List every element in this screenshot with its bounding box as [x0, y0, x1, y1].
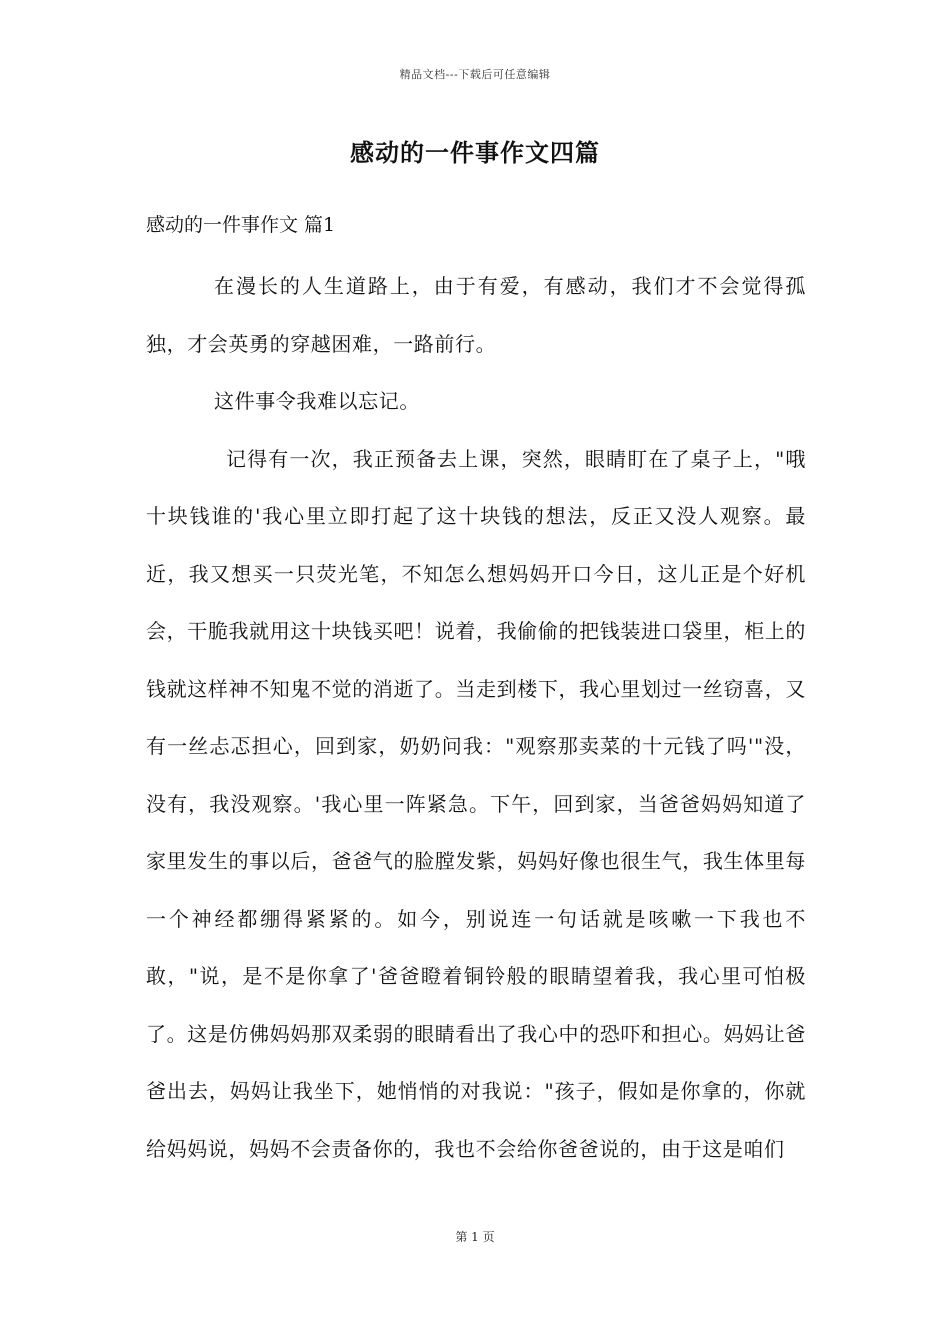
document-title: 感动的一件事作文四篇: [350, 138, 600, 167]
page-header: 精品文档---下载后可任意编辑: [399, 68, 551, 81]
paragraph-intro: 在漫长的人生道路上，由于有爱，有感动，我们才不会觉得孤独，才会英勇的穿越困难，一路前行。: [146, 274, 806, 356]
paragraph-memorable: 这件事令我难以忘记。: [214, 389, 420, 413]
paragraph-story: 记得有一次，我正预备去上课，突然，眼睛盯在了桌子上，"哦十块钱谁的'我心里立即打起了这十块钱的想法，反正又没人观察。最近，我又想买一只荧光笔，不知怎么想妈妈开口今日，这儿正是个好机会，干脆我就用这十块钱买吧！说着，我偷偷的把钱装进口袋里，柜上的钱就这样神不知鬼不觉的消逝了。当走到楼下，我心里划过一丝窃喜，又有一丝忐忑担心，回到家，奶奶问我："观察那卖菜的十元钱了吗'"没，没有，我没观察。'我心里一阵紧急。下午，回到家，当爸爸妈妈知道了家里发生的事以后，爸爸气的脸膛发紫，妈妈好像也很生气，我生体里每一个神经都绷得紧紧的。如今，别说连一句话就是咳嗽一下我也不敢，"说，是不是你拿了'爸爸瞪着铜铃般的眼睛望着我，我心里可怕极了。这是仿佛妈妈那双柔弱的眼睛看出了我心中的恐吓和担心。妈妈让爸爸出去，妈妈让我坐下，她悄悄的对我说："孩子，假如是你拿的，你就给妈妈说，妈妈不会责备你的，我也不会给你爸爸说的，由于这是咱们: [146, 446, 806, 1161]
section-heading: 感动的一件事作文 篇1: [146, 214, 336, 236]
page-number: 第 1 页: [455, 1230, 495, 1244]
document-body: [146, 258, 806, 1178]
